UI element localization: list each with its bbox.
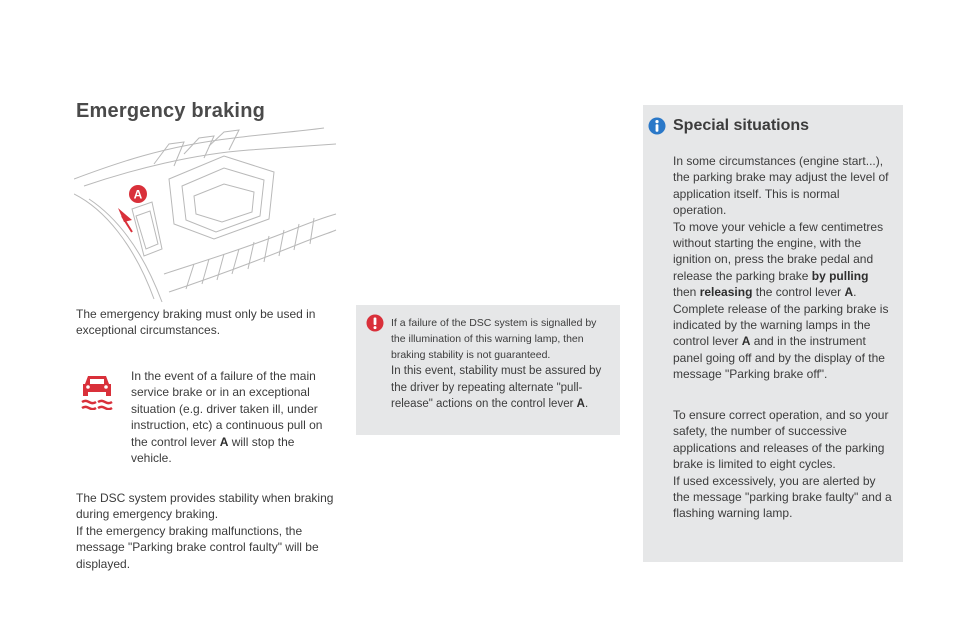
warning-lamp-text: If a failure of the DSC system is signalled by the illumination of this warning lamp, then braking stability is not guaranteed. (391, 317, 597, 361)
cycle-limit-text (673, 407, 895, 522)
callout-letter: A (133, 187, 143, 202)
special-p3-start: Complete release of the parking brake is indicated by the warning lamps in the control lever (673, 301, 889, 349)
special-p2-then: then (673, 285, 700, 300)
intro-text: The emergency braking must only be used in exceptional circumstances. (76, 307, 316, 338)
parking-brake-illustration (74, 124, 338, 304)
dsc-line-2: If the emergency braking malfunctions, the message "Parking brake control faulty" will be displayed. (76, 523, 319, 571)
special-p2-lever-text: the control lever (752, 285, 845, 300)
special-p5: If used excessively, you are alerted by the message "parking brake faulty" and a flashing warning lamp. (673, 473, 892, 521)
page-title: Emergency braking (76, 100, 266, 122)
special-p4: To ensure correct operation, and so your safety, the number of successive applications and releases of the parking brake is limited to eight cycles. (673, 408, 889, 472)
special-p2-start: To move your vehicle a few centimetres without starting the engine, with the ignition on, press the brake pedal and release the parking brake (673, 219, 884, 283)
dsc-text (76, 490, 336, 572)
lever-label: A (219, 434, 229, 449)
special-situations-text (673, 153, 895, 383)
car-skid-icon (80, 372, 114, 410)
special-p2-end: . (853, 285, 857, 300)
special-situations-title: Special situations (673, 117, 810, 134)
dsc-line-1: The DSC system provides stability when braking during emergency braking. (76, 491, 334, 522)
brake-failure-text-end: will stop the vehicle. (131, 434, 295, 466)
warning-lever-label: A (576, 398, 585, 410)
info-icon (648, 117, 666, 135)
special-p2-lever-label: A (844, 285, 854, 300)
special-p2-releasing: releasing (699, 285, 753, 300)
special-p2-pulling: by pulling (811, 268, 869, 283)
warning-stability-start: In this event, stability must be assured by the driver by repeating alternate "pull-release" actions on the control lever (391, 365, 602, 410)
special-p3-lever-label: A (741, 334, 751, 349)
special-p1: In some circumstances (engine start...), the parking brake may adjust the level of application itself. This is normal operation. (673, 154, 889, 218)
brake-failure-text (131, 368, 331, 466)
warning-stability-end: . (584, 398, 589, 410)
warning-stability-text (391, 363, 613, 413)
special-p3-end: and in the instrument panel going off and by the display of the message "Parking brake off". (673, 334, 885, 382)
brake-failure-text-start: In the event of a failure of the main service brake or in an exceptional situation (e.g. driver taken ill, under instruction, etc) a continuous pull on the control lever (131, 369, 323, 449)
warning-icon (366, 314, 384, 332)
